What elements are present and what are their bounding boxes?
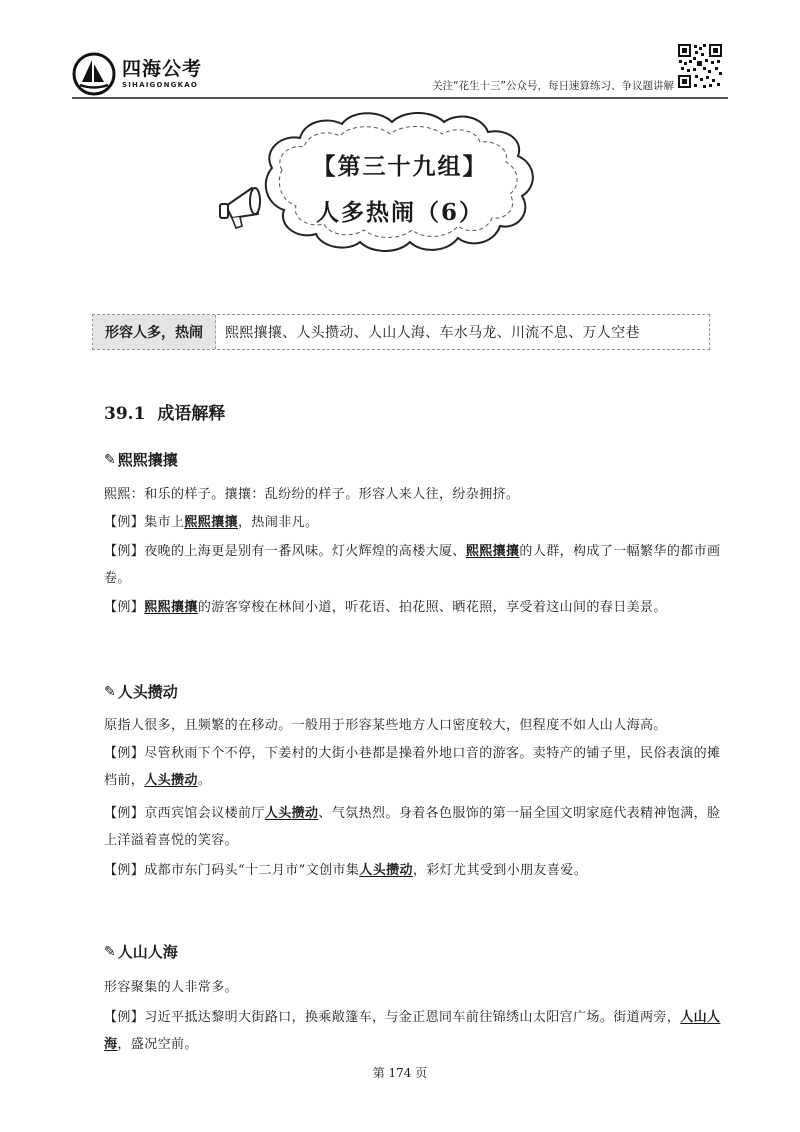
- idiom-heading: [104, 681, 178, 702]
- idiom-highlight: 熙熙攘攘: [465, 544, 520, 559]
- logo-chinese-text: 四海公考: [122, 58, 203, 80]
- example-sentence: [104, 857, 724, 884]
- idiom-definition: 熙熙：和乐的样子。攘攘：乱纷纷的样子。形容人来人往，纷杂拥挤。: [104, 487, 520, 502]
- pencil-icon: ✎: [104, 451, 116, 468]
- example-text: 。: [197, 773, 212, 788]
- pencil-icon: ✎: [104, 683, 116, 700]
- example-sentence: [104, 594, 724, 621]
- logo-english-text: SIHAIGONGKAO: [122, 81, 199, 89]
- idiom-definition: 原指人很多，且频繁的在移动。一般用于形容某些地方人口密度较大，但程度不如人山人海高。: [104, 718, 667, 733]
- summary-table: [92, 314, 710, 350]
- lesson-group-title: 【第三十九组】: [312, 153, 488, 180]
- section-title-text: 成语解释: [157, 404, 226, 424]
- example-text: ，盛况空前。: [117, 1037, 198, 1052]
- example-text: 【例】尽管秋雨下个不停，下姜村的大街小巷都是操着外地口音的游客。卖特产的铺子里，民俗表演的摊档前，: [104, 746, 721, 788]
- example-text: 的人群，构成了一幅繁华的都市画卷。: [104, 544, 721, 586]
- idiom-name: 人山人海: [117, 943, 178, 961]
- idiom-heading: [104, 941, 178, 962]
- idiom-highlight: 人头攒动: [144, 773, 198, 788]
- section-number: 39.1: [104, 404, 146, 424]
- example-text: 【例】成都市东门码头“十二月市”文创市集: [104, 863, 360, 878]
- idiom-definition: 形容聚集的人非常多。: [104, 980, 239, 995]
- idiom-name: 人头攒动: [117, 683, 178, 701]
- summary-idiom-list: 熙熙攘攘、人头攒动、人山人海、车水马龙、川流不息、万人空巷: [225, 325, 640, 341]
- example-text: ，热闹非凡。: [238, 515, 319, 530]
- idiom-name: 熙熙攘攘: [117, 451, 178, 469]
- example-text: 【例】京西宾馆会议楼前厅: [104, 806, 265, 821]
- example-text: ，彩灯尤其受到小朋友喜爱。: [412, 863, 588, 878]
- example-text: 【例】习近平抵达黎明大街路口，换乘敞篷车，与金正恩同车前往锦绣山太阳宫广场。街道两旁，: [104, 1010, 681, 1025]
- example-text: 【例】集市上: [104, 515, 185, 530]
- idiom-highlight: 人头攒动: [264, 806, 319, 821]
- example-text: 【例】: [104, 600, 145, 615]
- example-sentence: [104, 800, 724, 854]
- header-slogan: 关注“花生十三”公众号，每日速算练习、争议题讲解: [432, 80, 674, 92]
- example-sentence: [104, 1004, 724, 1058]
- idiom-highlight: 人山人海: [104, 1010, 721, 1052]
- example-text: 【例】夜晚的上海更是别有一番风味。灯火辉煌的高楼大厦、: [104, 544, 466, 559]
- summary-label: 形容人多，热闹: [93, 315, 216, 349]
- example-text: 的游客穿梭在林间小道，听花语、拍花照、晒花照，享受着这山间的春日美景。: [197, 600, 667, 615]
- idiom-highlight: 人头攒动: [359, 863, 413, 878]
- example-sentence: [104, 509, 724, 536]
- pencil-icon: ✎: [104, 943, 116, 960]
- idiom-highlight: 熙熙攘攘: [144, 600, 198, 615]
- section-heading: [104, 399, 225, 424]
- page-number: 第 174 页: [372, 1066, 428, 1080]
- lesson-topic-title: 人多热闹（6）: [315, 199, 484, 226]
- example-text: 、气氛热烈。身着各色服饰的第一届全国文明家庭代表精神饱满，脸上洋溢着喜悦的笑容。: [104, 806, 721, 848]
- idiom-highlight: 熙熙攘攘: [184, 515, 239, 530]
- title-cloud-frame: [0, 0, 800, 280]
- example-sentence: [104, 740, 724, 794]
- example-sentence: [104, 538, 724, 592]
- idiom-heading: [104, 449, 178, 470]
